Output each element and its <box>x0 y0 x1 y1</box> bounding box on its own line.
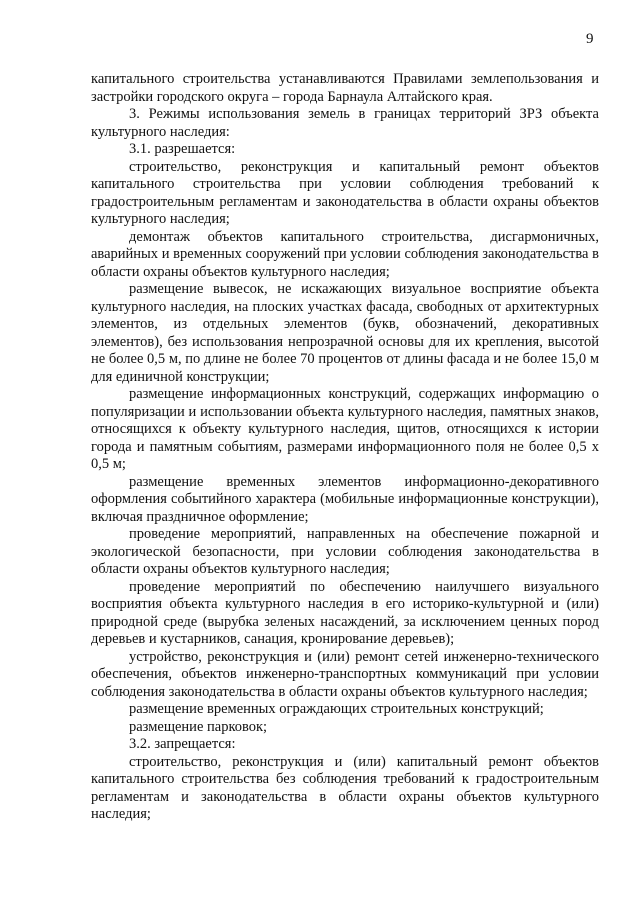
section-3-heading: 3. Режимы использования земель в границах территорий ЗРЗ объекта культурного наследия: <box>91 106 599 140</box>
list-item-temporary-fences: размещение временных ограждающих строительных конструкций; <box>129 701 544 717</box>
list-item-fire-safety: проведение мероприятий, направленных на обеспечение пожарной и экологической безопасности, при условии соблюдения законодательства в области охраны объектов культурного наследия; <box>91 526 599 577</box>
list-item-signage: размещение вывесок, не искажающих визуальное восприятие объекта культурного наследия, на плоских участках фасада, свободных от архитектурных элементов, из отдельных элементов (букв, обозначений, декоративных элементов), без использования непрозрачной основы для их крепления, высотой не более 0,5 м, по длине не более 70 процентов от длины фасада и не более 15,0 м для единичной конструкции; <box>91 281 599 385</box>
prohibited-item-construction: строительство, реконструкция и (или) капитальный ремонт объектов капитального строительства без соблюдения требований к градостроительным регламентам и законодательства в области охраны объектов культурного наследия; <box>91 753 599 822</box>
list-item-temporary-decor: размещение временных элементов информационно-декоративного оформления событийного характера (мобильные информационные конструкции), включая праздничное оформление; <box>91 473 599 525</box>
list-item-info-structures: размещение информационных конструкций, содержащих информацию о популяризации и использовании объекта культурного наследия, памятных знаков, относящихся к объекту культурного наследия, щитов, относящихся к истории города и памятным событиям, размерами информационного поля не более 0,5 х 0,5 м; <box>91 386 599 472</box>
subsection-3-2-heading: 3.2. запрещается: <box>129 736 236 752</box>
list-item-construction: строительство, реконструкция и капитальный ремонт объектов капитального строительства при условии соблюдения требований к градостроительным регламентам и законодательства в области охраны объектов культурного наследия; <box>91 158 599 227</box>
list-item-parking: размещение парковок; <box>129 718 268 735</box>
paragraph-continuation: капитального строительства устанавливаются Правилами землепользования и застройки городского округа – города Барнаула Алтайского края. <box>91 71 599 105</box>
list-item-utility-networks: устройство, реконструкция и (или) ремонт сетей инженерно-технического обеспечения, объектов инженерно-транспортных коммуникаций при условии соблюдения законодательства в области охраны объектов культурного наследия; <box>91 648 599 700</box>
page-number: 9 <box>586 31 594 47</box>
subsection-3-1-heading: 3.1. разрешается: <box>129 141 236 157</box>
list-item-demolition: демонтаж объектов капитального строительства, дисгармоничных, аварийных и временных сооружений при условии соблюдения законодательства в области охраны объектов культурного наследия; <box>91 228 599 280</box>
list-item-visual-perception: проведение мероприятий по обеспечению наилучшего визуального восприятия объекта культурного наследия в его историко-культурной и (или) природной среде (вырубка зеленых насаждений, за исключением ценных пород деревьев и кустарников, санация, кронирование деревьев); <box>91 578 599 647</box>
document-body <box>91 71 599 824</box>
